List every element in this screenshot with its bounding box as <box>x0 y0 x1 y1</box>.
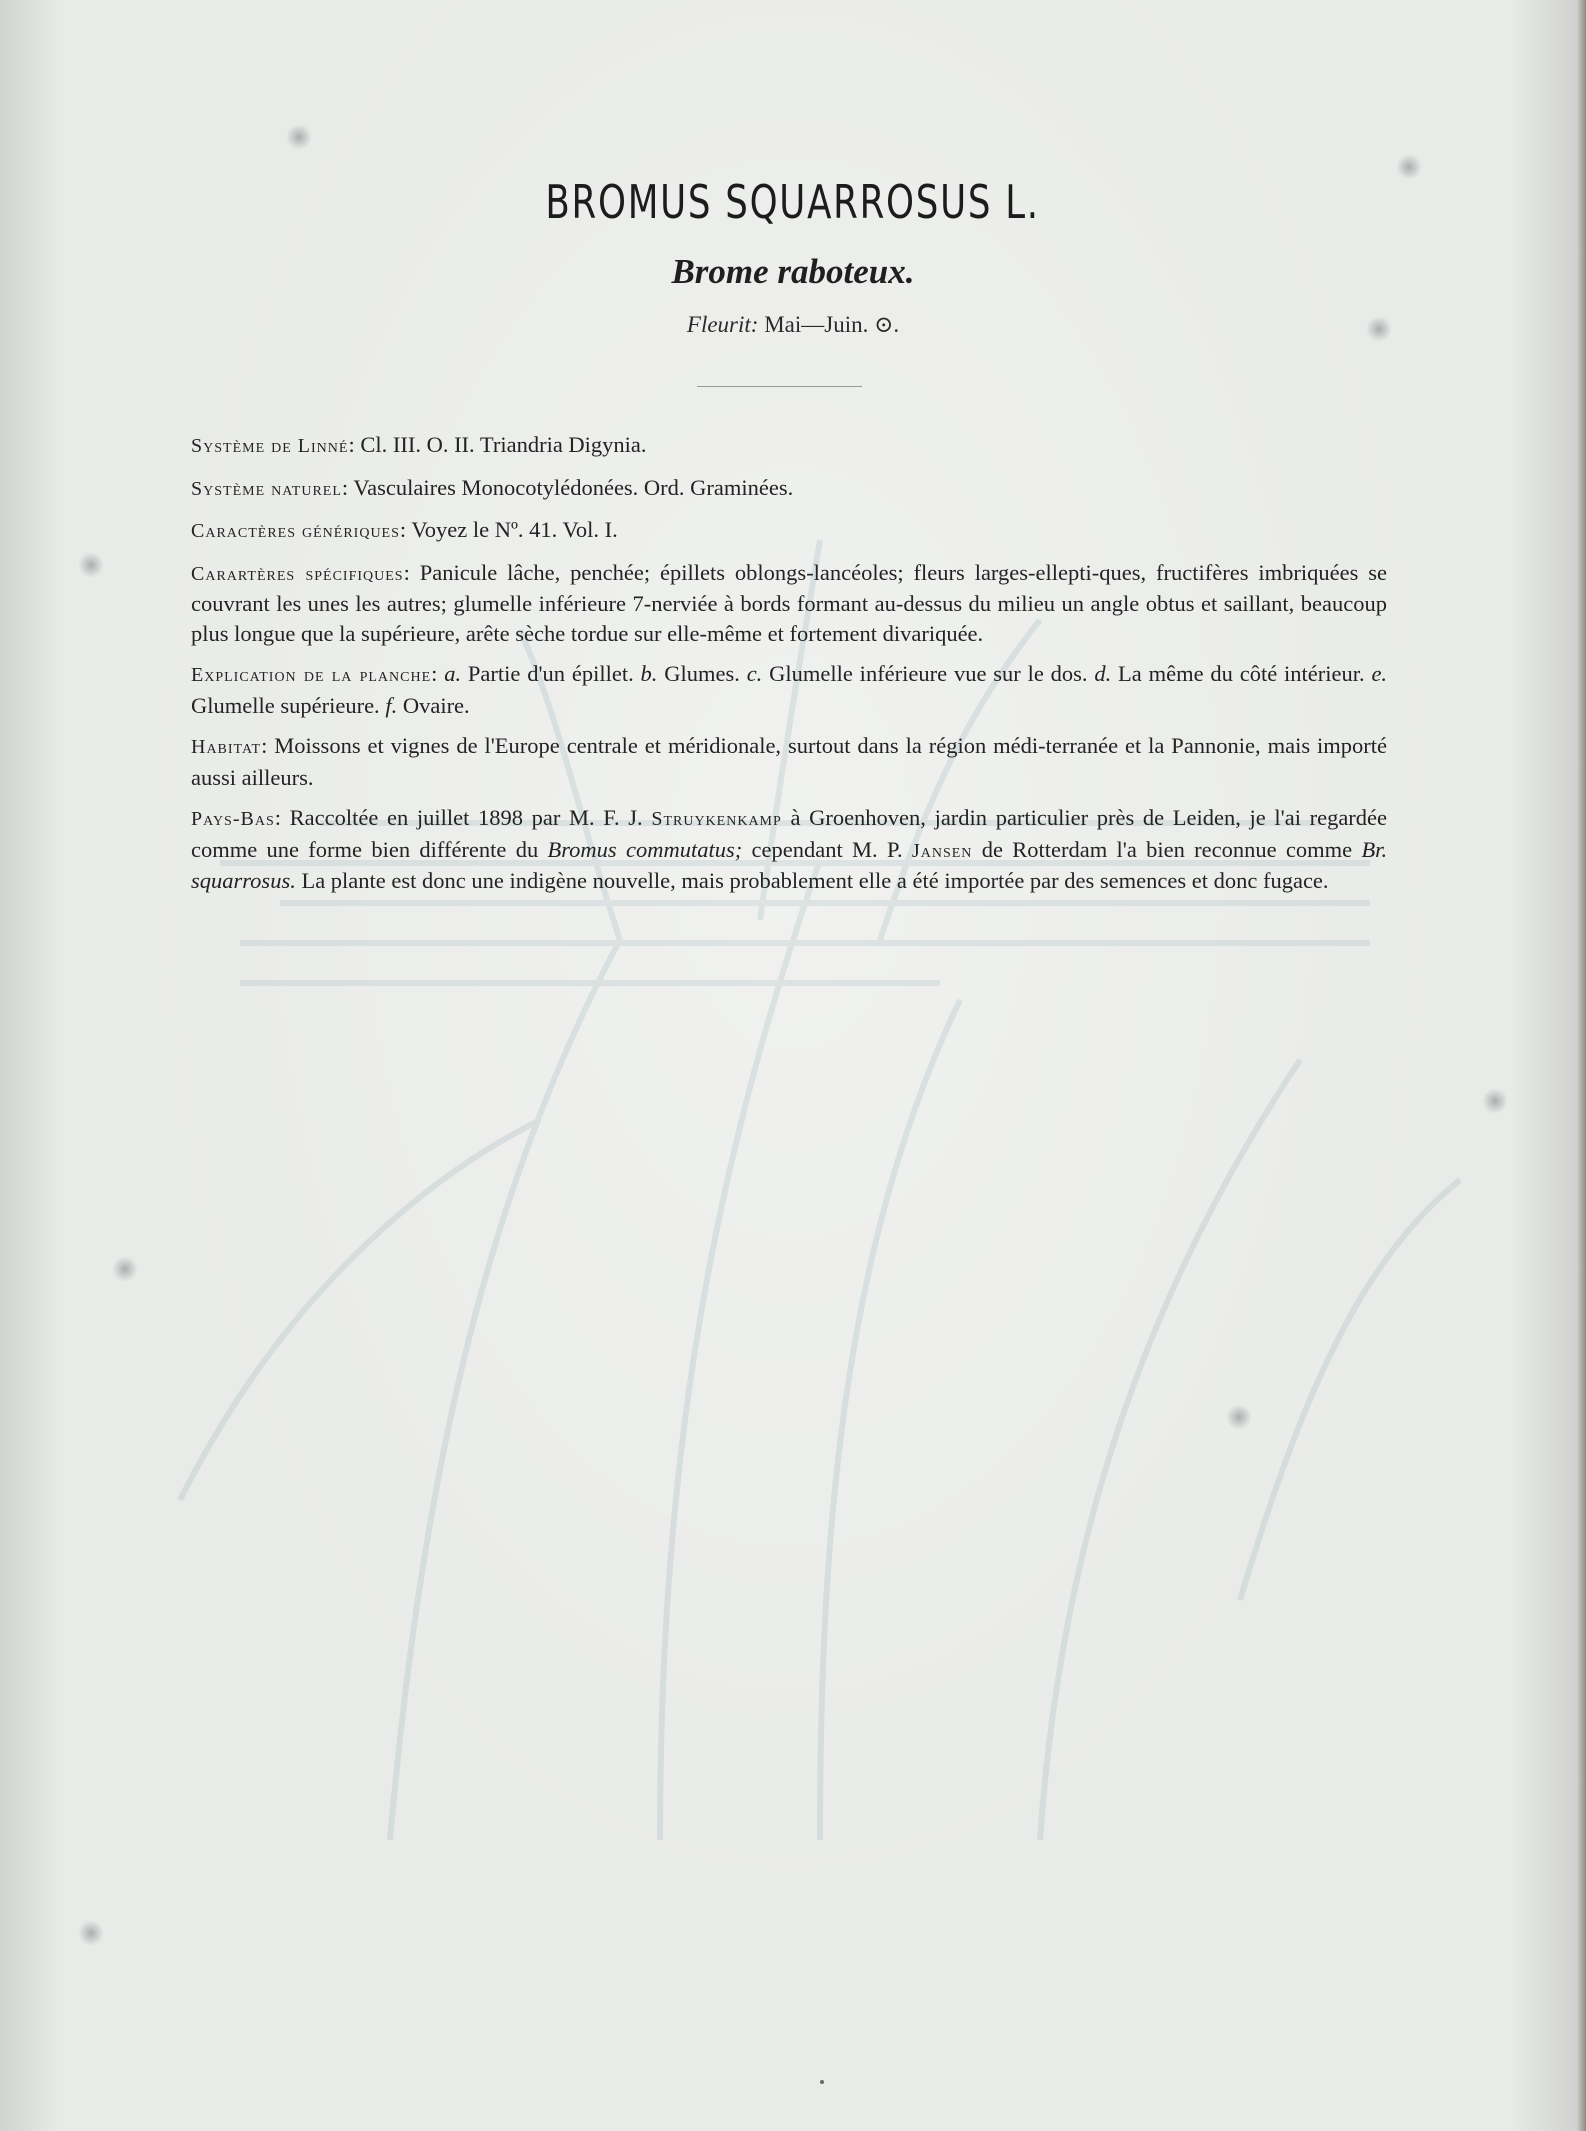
plate-text: La même du côté intérieur. <box>1118 661 1365 686</box>
section-text: Cl. III. O. II. Triandria Digynia. <box>360 432 647 457</box>
foxing-spot <box>1226 1404 1252 1430</box>
page-edge <box>1576 0 1586 2131</box>
section-explication: Explication de la planche: a. Partie d'un épillet. b. Glumes. c. Glumelle inférieure vue sur le dos. d. La même du côté intérieur. e. Glumelle supérieure. f. Ovaire. <box>191 661 1388 718</box>
section-pays-bas: Pays-Bas: Raccoltée en juillet 1898 par M. F. J. Struykenkamp à Groenhoven, jardin particulier près de Leiden, je l'ai regardée comme une forme bien différente du Bromus commutatus; cependant M. P. Jansen de Rotterdam l'a bien reconnue comme Br. squarrosus. La plante est donc une indigène nouvelle, mais probablement elle a été importée par des semences et donc fugace. <box>191 805 1388 893</box>
foxing-spot <box>112 1256 138 1282</box>
flowering-value: Mai—Juin. ⊙. <box>764 312 900 337</box>
plate-label: f. <box>385 692 398 718</box>
plate-label: c. <box>746 661 763 686</box>
page-title: BROMUS SQUARROSUS L. <box>545 175 1040 229</box>
common-name: Brome raboteux. <box>671 252 915 291</box>
section-heading: Pays-Bas <box>191 808 275 830</box>
section-heading: Explication de la planche <box>191 664 432 686</box>
section-text: Panicule lâche, penchée; épillets oblongs-lancéoles; fleurs larges-ellepti-ques, fructifères imbriquées se couvrant les unes les autres; glumelle inférieure 7-nerviée à bords formant au-dessus du milieu un angle obtus et saillant, beaucoup plus longue que la supérieure, arête sèche tordue sur elle-même et fortement divariquée. <box>191 559 1387 646</box>
section-habitat: Habitat: Moissons et vignes de l'Europe centrale et méridionale, surtout dans la région médi-terranée et la Pannonie, mais importé aussi ailleurs. <box>191 733 1387 790</box>
foxing-spot <box>286 124 312 150</box>
flowering-label: Fleurit: <box>686 312 759 337</box>
plate-text: Glumelle supérieure. <box>191 692 380 718</box>
plate-text: Glumes. <box>664 661 740 686</box>
page-mark <box>820 2080 824 2084</box>
plate-label: b. <box>640 661 658 686</box>
plate-text: Partie d'un épillet. <box>467 661 634 686</box>
divider <box>697 386 862 387</box>
section-specifiques: Carartères spécifiques: Panicule lâche, penchée; épillets oblongs-lancéoles; fleurs larges-ellepti-ques, fructifères imbriquées se couvrant les unes les autres; glumelle inférieure 7-nerviée à bords formant au-dessus du milieu un angle obtus et saillant, beaucoup plus longue que la supérieure, arête sèche tordue sur elle-même et fortement divariquée. <box>191 559 1387 646</box>
section-generiques: Caractères génériques: Voyez le Nº. 41. Vol. I. <box>191 517 618 542</box>
section-text: Voyez le Nº. 41. Vol. I. <box>411 517 618 542</box>
collector-name: Jansen <box>911 839 973 862</box>
section-text: La plante est donc une indigène nouvelle, mais probablement elle a été importée par des semences et donc fugace. <box>301 868 1329 893</box>
species-name: Br. squarrosus. <box>191 836 1388 893</box>
foxing-spot <box>1482 1088 1508 1114</box>
section-text: Moissons et vignes de l'Europe centrale et méridionale, surtout dans la région médi-terranée et la Pannonie, mais importé aussi ailleurs. <box>191 733 1387 790</box>
section-naturel: Système naturel: Vasculaires Monocotylédonées. Ord. Graminées. <box>191 474 794 500</box>
foxing-spot <box>78 1920 104 1946</box>
section-text: Vasculaires Monocotylédonées. Ord. Graminées. <box>353 474 794 500</box>
section-heading: Habitat <box>191 736 262 758</box>
section-heading: Caractères génériques <box>191 520 400 542</box>
foxing-spot <box>78 552 104 578</box>
collector-name: Struykenkamp <box>651 808 782 830</box>
plate-label: e. <box>1371 661 1388 686</box>
section-heading: Système naturel <box>191 477 342 500</box>
section-heading: Carartères spécifiques <box>191 562 404 585</box>
section-text: cependant M. P. <box>751 836 903 862</box>
description-body <box>191 430 1387 907</box>
section-text: Raccoltée en juillet 1898 par M. F. J. <box>289 805 643 830</box>
plate-text: Glumelle inférieure vue sur le dos. <box>769 661 1088 686</box>
plate-text: Ovaire. <box>402 692 470 718</box>
section-heading: Système de Linné <box>191 435 349 457</box>
section-text: de Rotterdam l'a bien reconnue comme <box>981 836 1353 862</box>
section-linne: Système de Linné: Cl. III. O. II. Triandria Digynia. <box>191 432 647 457</box>
plate-label: d. <box>1094 661 1112 686</box>
plate-label: a. <box>444 661 462 686</box>
species-name: Bromus commutatus; <box>547 836 743 862</box>
flowering-line <box>0 312 1586 338</box>
section-text: à Groenhoven, jardin particulier près de Leiden, je l'ai regardée comme une forme bien différente du <box>191 805 1388 862</box>
